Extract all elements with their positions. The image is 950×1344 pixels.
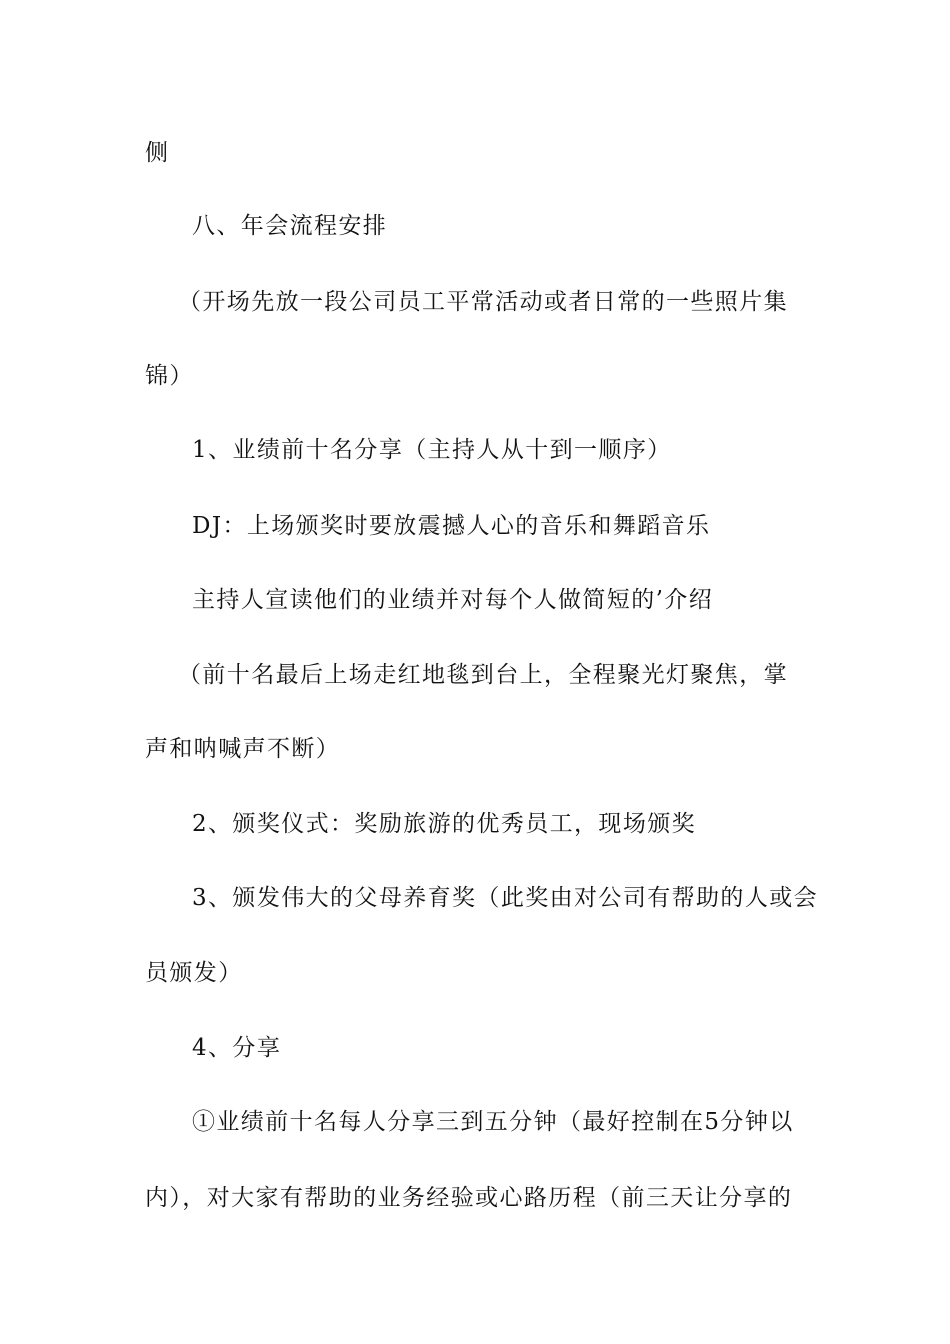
text-line: 侧 [145,140,170,166]
text-line: 主持人宣读他们的业绩并对每个人做简短的’介绍 [192,587,714,613]
text-line: 锦） [145,363,194,389]
text-line: 内），对大家有帮助的业务经验或心路历程（前三天让分享的 [145,1185,793,1211]
text-line: 声和呐喊声不断） [145,736,341,762]
text-line: 员颁发） [145,960,243,986]
section-heading: 八、年会流程安排 [192,213,388,239]
text-line: （前十名最后上场走红地毯到台上，全程聚光灯聚焦，掌 [178,662,788,688]
text-line: （开场先放一段公司员工平常活动或者日常的一些照片集 [178,289,788,315]
text-line: DJ：上场颁奖时要放震撼人心的音乐和舞蹈音乐 [192,513,711,539]
list-item: 1、业绩前十名分享（主持人从十到一顺序） [192,437,672,463]
list-item: 2、颁奖仪式：奖励旅游的优秀员工，现场颁奖 [192,811,697,837]
list-item: ①业绩前十名每人分享三到五分钟（最好控制在5分钟以 [192,1109,794,1135]
list-item: 4、分享 [192,1035,282,1061]
list-item: 3、颁发伟大的父母养育奖（此奖由对公司有帮助的人或会 [192,885,819,911]
